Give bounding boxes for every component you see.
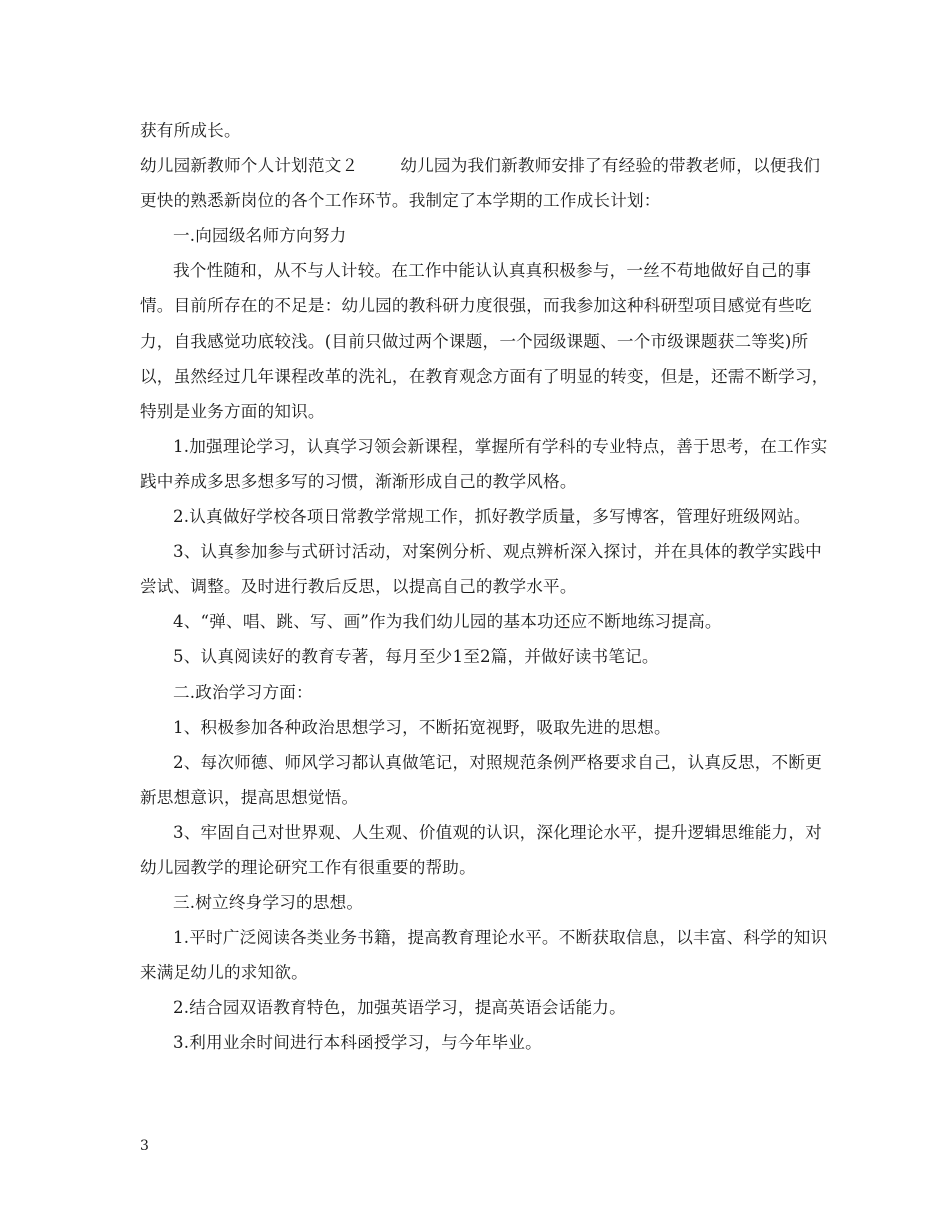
list-item-1-4: 4、“弹、唱、跳、写、画”作为我们幼儿园的基本功还应不断地练习提高。 bbox=[173, 612, 722, 632]
section-heading-3: 三.树立终身学习的思想。 bbox=[173, 893, 364, 913]
list-item-2-3: 3、牢固自己对世界观、人生观、价值观的认识，深化理论水平，提升逻辑思维能力，对幼儿园教学的理论研究工作有很重要的帮助。 bbox=[140, 822, 822, 877]
list-item-2-1: 1、积极参加各种政治思想学习，不断拓宽视野，吸取先进的思想。 bbox=[173, 717, 671, 737]
section-heading-2: 二.政治学习方面： bbox=[173, 682, 313, 702]
paragraph-self-assessment: 我个性随和，从不与人计较。在工作中能认认真真积极参与，一丝不苟地做好自己的事情。目前所存在的不足是：幼儿园的教科研力度很强，而我参加这种科研型项目感觉有些吃力，自我感觉功底较浅。(目前只做过两个课题，一个园级课题、一个市级课题获二等奖)所以，虽然经过几年课程改革的洗礼，在教育观念方面有了明显的转变，但是，还需不断学习，特别是业务方面的知识。 bbox=[140, 261, 829, 421]
list-item-3-1: 1.平时广泛阅读各类业务书籍，提高教育理论水平。不断获取信息，以丰富、科学的知识来满足幼儿的求知欲。 bbox=[140, 928, 828, 983]
list-item-2-2: 2、每次师德、师风学习都认真做笔记，对照规范条例严格要求自己，认真反思，不断更新思想意识，提高思想觉悟。 bbox=[140, 752, 822, 807]
article-intro: 幼儿园为我们新教师安排了有经验的带教老师，以便我们更快的熟悉新岗位的各个工作环节。我制定了本学期的工作成长计划： bbox=[140, 156, 821, 211]
document-body bbox=[140, 113, 830, 1061]
section-heading-1: 一.向园级名师方向努力 bbox=[173, 226, 347, 246]
paragraph-continuation: 获有所成长。 bbox=[140, 121, 241, 140]
article-title: 幼儿园新教师个人计划范文２ bbox=[140, 156, 359, 176]
list-item-3-3: 3.利用业余时间进行本科函授学习，与今年毕业。 bbox=[173, 1033, 542, 1053]
list-item-1-5: 5、认真阅读好的教育专著，每月至少1至2篇，并做好读书笔记。 bbox=[173, 647, 659, 667]
page-number: 3 bbox=[140, 1138, 149, 1154]
list-item-1-1: 1.加强理论学习，认真学习领会新课程，掌握所有学科的专业特点，善于思考，在工作实践中养成多思多想多写的习惯，渐渐形成自己的教学风格。 bbox=[140, 436, 828, 491]
list-item-3-2: 2.结合园双语教育特色，加强英语学习，提高英语会话能力。 bbox=[173, 998, 626, 1018]
list-item-1-2: 2.认真做好学校各项日常教学常规工作，抓好教学质量，多写博客，管理好班级网站。 bbox=[173, 507, 811, 527]
list-item-1-3: 3、认真参加参与式研讨活动，对案例分析、观点辨析深入探讨，并在具体的教学实践中尝试、调整。及时进行教后反思，以提高自己的教学水平。 bbox=[140, 542, 822, 597]
paragraph-heading-plan bbox=[140, 148, 830, 218]
